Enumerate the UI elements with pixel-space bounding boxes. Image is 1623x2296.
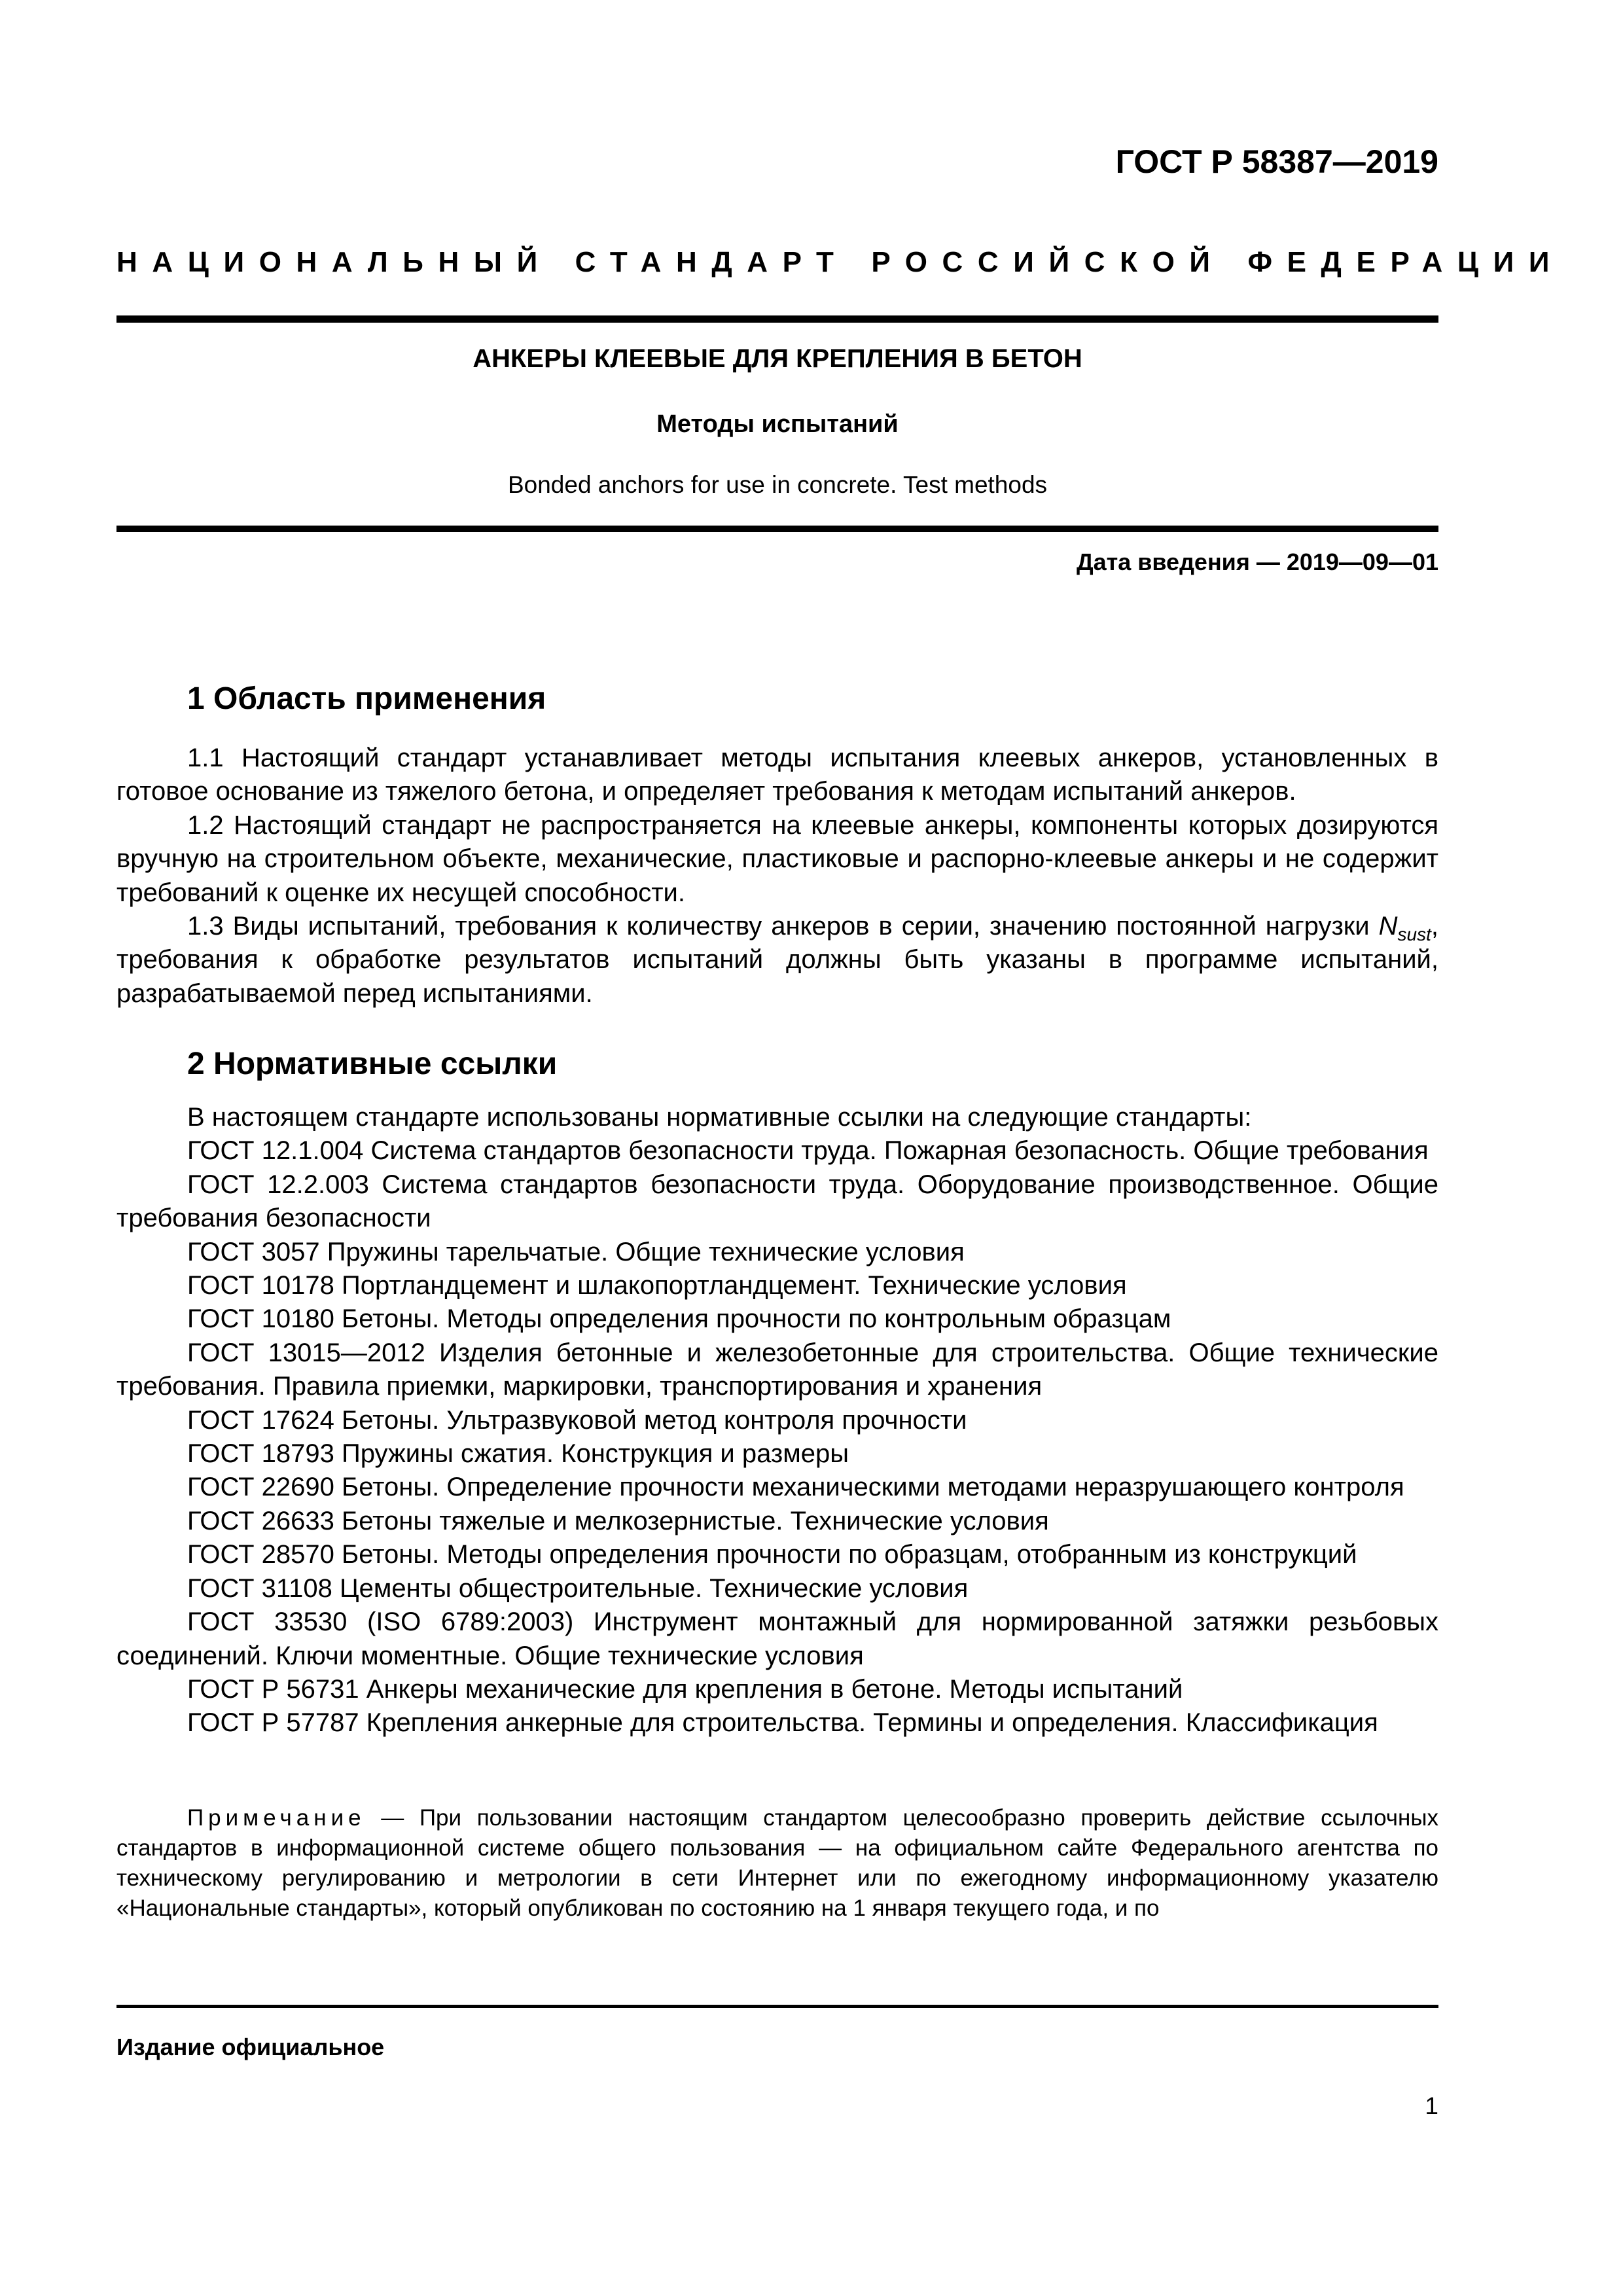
reference-item: ГОСТ 33530 (ISO 6789:2003) Инструмент монтажный для нормированной затяжки резьбовых соединений. Ключи моментные. Общие технические условия	[116, 1607, 1438, 1670]
reference-item: ГОСТ 22690 Бетоны. Определение прочности механическими методами неразрушающего контроля	[187, 1473, 1404, 1502]
paragraph-1-3-end: , требования к обработке результатов испытаний должны быть указаны в программе испытаний, разрабатываемой перед испытаниями.	[116, 912, 1438, 1008]
load-symbol-subscript: sust	[1397, 924, 1431, 945]
footer-divider	[116, 2005, 1438, 2008]
official-edition-label: Издание официальное	[116, 2034, 385, 2060]
reference-item: ГОСТ 28570 Бетоны. Методы определения прочности по образцам, отобранным из конструкций	[187, 1540, 1357, 1570]
document-title: АНКЕРЫ КЛЕЕВЫЕ ДЛЯ КРЕПЛЕНИЯ В БЕТОН	[473, 344, 1082, 373]
reference-item: ГОСТ 13015—2012 Изделия бетонные и железобетонные для строительства. Общие технические требования. Правила приемки, маркировки, транспортирования и хранения	[116, 1338, 1438, 1401]
introduction-date: Дата введения — 2019—09—01	[1076, 548, 1438, 575]
paragraph-1-1: 1.1 Настоящий стандарт устанавливает методы испытания клеевых анкеров, установленных в готовое основание из тяжелого бетона, и определяет требования к методам испытаний анкеров.	[116, 744, 1438, 806]
national-standard-heading: НАЦИОНАЛЬНЫЙ СТАНДАРТ РОССИЙСКОЙ ФЕДЕРАЦИИ	[116, 246, 1565, 278]
reference-item: ГОСТ 12.2.003 Система стандартов безопасности труда. Оборудование производственное. Общие требования безопасности	[116, 1170, 1438, 1233]
paragraph-1-3	[116, 910, 1438, 1011]
title-divider	[116, 526, 1438, 532]
english-title: Bonded anchors for use in concrete. Test methods	[507, 471, 1048, 498]
section-1-heading: 1 Область применения	[187, 681, 546, 716]
reference-item: ГОСТ 26633 Бетоны тяжелые и мелкозернистые. Технические условия	[187, 1506, 1049, 1535]
reference-item: ГОСТ 31108 Цементы общестроительные. Технические условия	[187, 1573, 969, 1603]
reference-item: ГОСТ 10178 Портландцемент и шлакопортландцемент. Технические условия	[187, 1271, 1127, 1300]
note-paragraph	[116, 1803, 1438, 1924]
section-2-body	[116, 1101, 1438, 1740]
paragraph-1-3-start: 1.3 Виды испытаний, требования к количеству анкеров в серии, значению постоянной нагрузки	[187, 912, 1379, 941]
section-2-heading: 2 Нормативные ссылки	[187, 1047, 558, 1081]
reference-item: ГОСТ Р 57787 Крепления анкерные для строительства. Термины и определения. Классификация	[187, 1708, 1378, 1738]
load-symbol: N	[1378, 912, 1398, 941]
page-number: 1	[1425, 2092, 1438, 2119]
reference-item: ГОСТ 10180 Бетоны. Методы определения прочности по контрольным образцам	[187, 1304, 1171, 1334]
reference-item: ГОСТ 17624 Бетоны. Ультразвуковой метод контроля прочности	[187, 1405, 967, 1435]
top-divider	[116, 315, 1438, 323]
references-note	[116, 1803, 1438, 1924]
note-label: Примечание	[187, 1805, 366, 1831]
section-1-body	[116, 742, 1438, 1011]
paragraph-1-2: 1.2 Настоящий стандарт не распространяется на клеевые анкеры, компоненты которых дозируются вручную на строительном объекте, механические, пластиковые и распорно-клеевые анкеры и не содержит требований к оценке их несущей способности.	[116, 810, 1438, 907]
note-text: — При пользовании настоящим стандартом целесообразно проверить действие ссылочных стандартов в информационной системе общего пользования — на официальном сайте Федерального агентства по техническому регулированию и метрологии в сети Интернет или по ежегодному информационному указателю «Национальные стандарты», который опубликован по состоянию на 1 января текущего года, и по	[116, 1805, 1438, 1921]
reference-item: ГОСТ 18793 Пружины сжатия. Конструкция и размеры	[187, 1439, 849, 1469]
document-code: ГОСТ Р 58387—2019	[1115, 143, 1438, 180]
reference-item: ГОСТ 3057 Пружины тарельчатые. Общие технические условия	[187, 1237, 965, 1266]
document-subtitle: Методы испытаний	[656, 410, 899, 438]
references-intro: В настоящем стандарте использованы нормативные ссылки на следующие стандарты:	[187, 1103, 1252, 1132]
reference-item: ГОСТ Р 56731 Анкеры механические для крепления в бетоне. Методы испытаний	[187, 1674, 1183, 1704]
reference-item: ГОСТ 12.1.004 Система стандартов безопасности труда. Пожарная безопасность. Общие требования	[187, 1136, 1429, 1166]
